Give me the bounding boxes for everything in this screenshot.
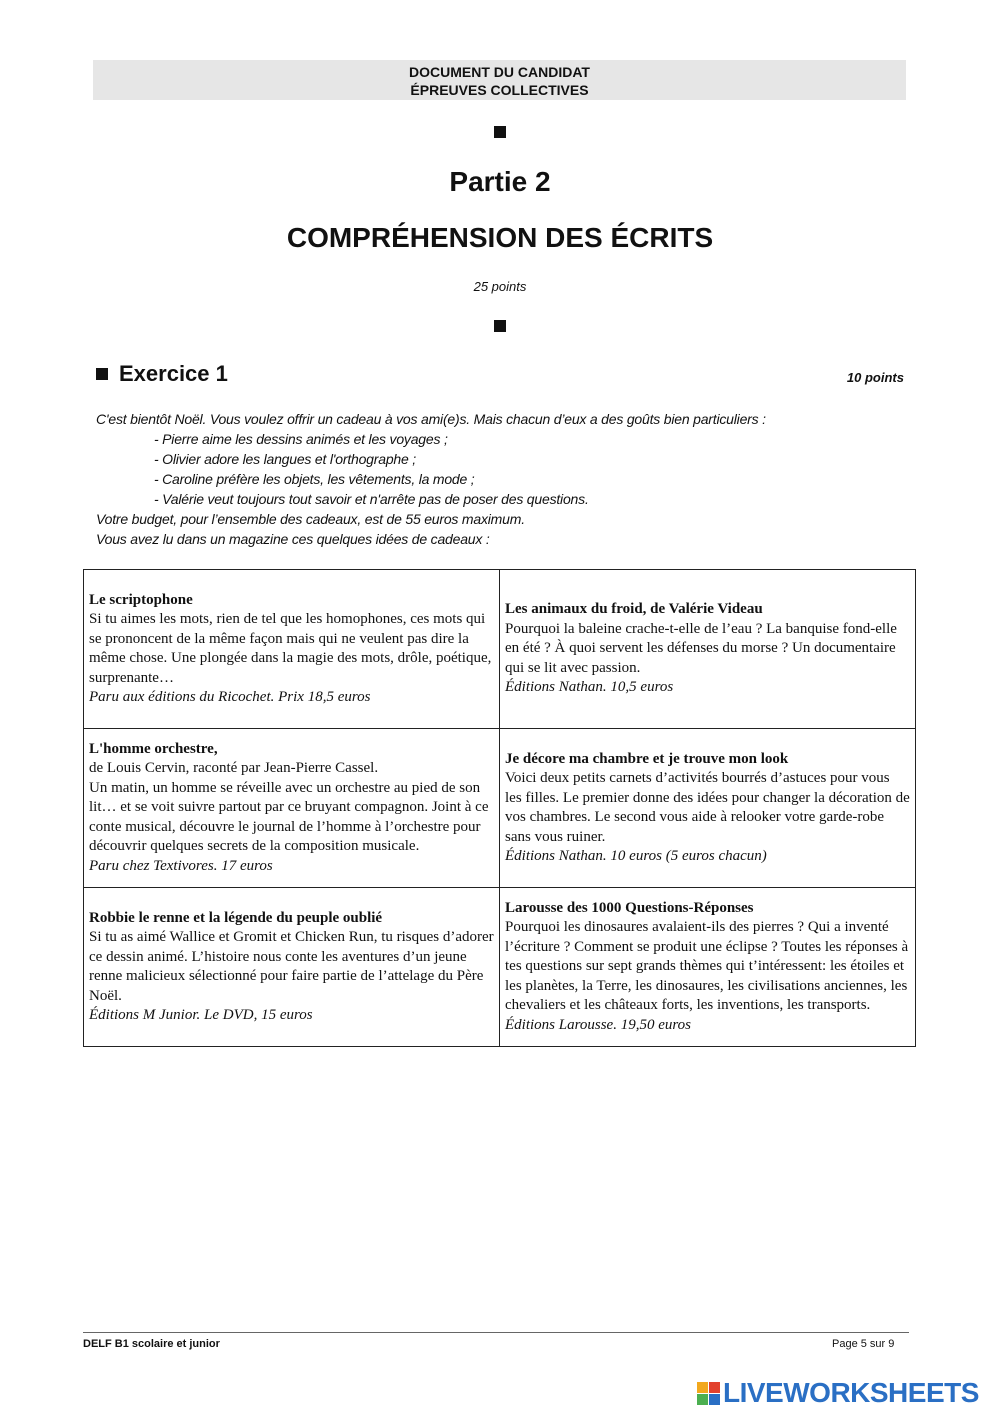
gift-ideas-table (83, 569, 916, 1047)
gift-description: Si tu aimes les mots, rien de tel que les homophones, ces mots qui se prononcent de la même façon mais qui ne veulent pas dire la même chose. Une plongée dans la magie des mots, drôle, poétique, surprenante… (89, 611, 492, 686)
gift-title: Le scriptophone (89, 591, 193, 608)
table-row (84, 888, 916, 1047)
table-row (84, 570, 916, 729)
total-points: 25 points (473, 279, 527, 294)
logo-text: LIVEWORKSHEETS (723, 1377, 979, 1408)
liveworksheets-logo (697, 1377, 979, 1409)
footer-exam-name: DELF B1 scolaire et junior (83, 1338, 220, 1350)
budget-text: Votre budget, pour l’ensemble des cadeaux, est de 55 euros maximum. (96, 511, 525, 527)
gift-description: Pourquoi la baleine crache-t-elle de l’eau ? La banquise fond-elle en été ? À quoi servent les défenses du morse ? Un documentaire qui se lit avec passion. (505, 620, 897, 676)
exercise-instructions (96, 409, 916, 549)
gift-cell (500, 729, 916, 888)
gift-title: Je décore ma chambre et je trouve mon look (505, 750, 789, 767)
gift-description: de Louis Cervin, raconté par Jean-Pierre Cassel. (89, 760, 379, 777)
header-line-2: ÉPREUVES COLLECTIVES (410, 82, 589, 98)
gift-title: Robbie le renne et la légende du peuple oublié (89, 909, 383, 926)
gift-cell (84, 570, 500, 729)
friend-line: - Caroline préfère les objets, les vêtements, la mode ; (154, 471, 475, 487)
friend-line: - Pierre aime les dessins animés et les voyages ; (154, 431, 448, 447)
gift-source: Éditions Nathan. 10 euros (5 euros chacun) (505, 848, 767, 864)
gift-source: Éditions Nathan. 10,5 euros (505, 679, 674, 696)
friend-line: - Valérie veut toujours tout savoir et n'arrête pas de poser des questions. (154, 491, 589, 507)
gift-source: Paru chez Textivores. 17 euros (89, 857, 273, 874)
gift-title: Les animaux du froid, de Valérie Videau (505, 601, 763, 618)
table-row (84, 729, 916, 888)
square-bullet-icon (494, 126, 506, 138)
gift-cell (500, 570, 916, 729)
exercise-title: Exercice 1 (119, 361, 228, 386)
gift-cell (84, 888, 500, 1047)
gift-title: L'homme orchestre, (89, 740, 218, 757)
magazine-text: Vous avez lu dans un magazine ces quelques idées de cadeaux : (96, 531, 490, 547)
gift-description: Si tu as aimé Wallice et Gromit et Chicken Run, tu risques d’adorer ce dessin animé. L’histoire nous conte les aventures d’un jeune renne malicieux sélectionné pour faire partie de l’attelage du Père Noël. (89, 929, 494, 1004)
gift-description: Pourquoi les dinosaures avalaient-ils des pierres ? Qui a inventé l’écriture ? Comment se produit une éclipse ? Toutes les réponses à tes questions sur sept grands thèmes qui t’intéressent: les étoiles et les planètes, la Terre, les dinosaures, les civilisations anciennes, les chevaliers et les châteaux forts, les inventions, les transports. (505, 919, 909, 1014)
square-bullet-icon (96, 368, 108, 380)
gift-source: Éditions Larousse. 19,50 euros (505, 1016, 691, 1033)
intro-text: C'est bientôt Noël. Vous voulez offrir un cadeau à vos ami(e)s. Mais chacun d’eux a des goûts bien particuliers : (96, 411, 766, 427)
gift-source: Paru aux éditions du Ricochet. Prix 18,5 euros (89, 689, 371, 705)
section-title: COMPRÉHENSION DES ÉCRITS (286, 222, 714, 253)
part-title: Partie 2 (449, 166, 551, 197)
gift-description: Un matin, un homme se réveille avec un orchestre au pied de son lit… et se voit suivre partout par ce bruyant compagnon. Joint à ce conte musical, découvre le journal de l’homme à l’orchestre pour découvrir quelques secrets de la composition musicale. (89, 779, 489, 855)
gift-source: Éditions M Junior. Le DVD, 15 euros (89, 1007, 313, 1023)
gift-cell (84, 729, 500, 888)
gift-title: Larousse des 1000 Questions-Réponses (505, 899, 754, 916)
logo-blocks-icon (697, 1382, 720, 1405)
exercise-points: 10 points (846, 370, 904, 385)
header-line-1: DOCUMENT DU CANDIDAT (409, 64, 590, 80)
document-header (93, 60, 906, 100)
friend-line: - Olivier adore les langues et l'orthographe ; (154, 451, 416, 467)
footer-divider (83, 1332, 909, 1333)
exercise-heading (96, 361, 228, 387)
footer-page-number: Page 5 sur 9 (832, 1338, 895, 1350)
gift-cell (500, 888, 916, 1047)
gift-description: Voici deux petits carnets d’activités bourrés d’astuces pour vous les filles. Le premier donne des idées pour changer la décoration de vos chambres. Le second vous aide à relooker votre garde-robe sans vous ruiner. (505, 770, 910, 845)
square-bullet-icon (494, 320, 506, 332)
